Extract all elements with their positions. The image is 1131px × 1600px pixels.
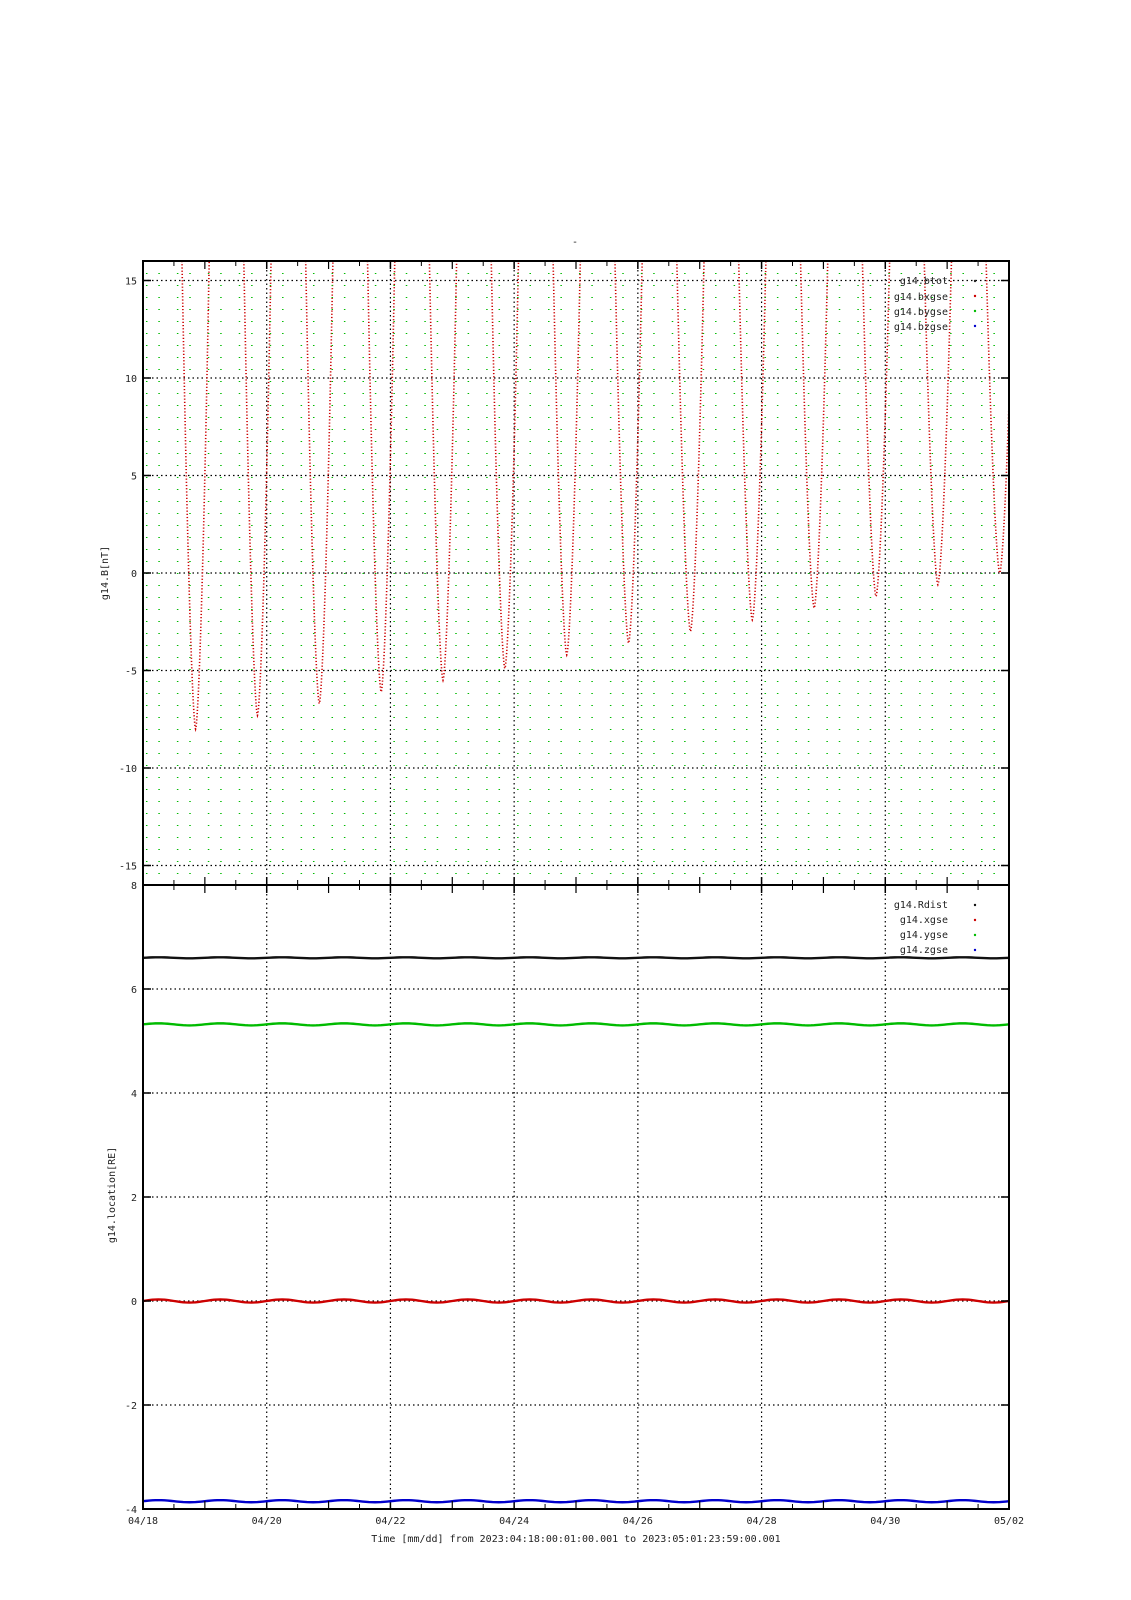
location-series-line	[143, 1299, 1009, 1302]
y-tick-label: 0	[130, 1297, 137, 1308]
y-tick-label: 5	[130, 471, 137, 483]
panel2-ticks	[125, 881, 1009, 1516]
legend-marker	[974, 295, 976, 297]
panel2-data	[143, 957, 1009, 1502]
y-tick-label: -2	[124, 1401, 137, 1412]
legend-item-bxgse: g14.bxgse	[893, 292, 948, 303]
x-tick-label: 04/20	[251, 1516, 282, 1527]
panel1-data	[147, 261, 1014, 885]
x-tick-label: 04/24	[499, 1516, 530, 1527]
legend-marker	[974, 949, 976, 951]
panel1-legend-marks	[974, 280, 976, 327]
x-axis-ticks	[128, 1516, 1024, 1527]
legend-item-btot: g14.btot	[899, 276, 948, 287]
x-tick-label: 04/22	[375, 1516, 406, 1527]
panel1-legend	[894, 276, 976, 333]
location-series-line	[143, 1023, 1009, 1025]
y-tick-label: 6	[130, 985, 137, 996]
bxgse-dip	[801, 261, 828, 608]
legend-marker	[974, 310, 976, 312]
y-tick-label: -10	[118, 764, 137, 775]
x-tick-label: 04/28	[746, 1516, 777, 1527]
bxgse-dip	[553, 261, 580, 655]
panel-location	[107, 881, 1009, 1516]
bxgse-dip	[182, 261, 209, 729]
legend-item-bygse: g14.bygse	[893, 307, 948, 318]
x-tick-label: 04/18	[127, 1516, 159, 1527]
legend-marker	[974, 919, 976, 921]
bxgse-dip	[429, 261, 456, 680]
legend-marker	[974, 280, 976, 282]
x-tick-label: 04/26	[622, 1516, 653, 1527]
legend-item-ygse: g14.ygse	[899, 930, 948, 941]
panel2-legend	[894, 900, 976, 956]
legend-item-xgse: g14.xgse	[899, 915, 948, 926]
panel-magnetic-field	[100, 261, 1013, 885]
legend-item-zgse: g14.zgse	[899, 945, 948, 956]
y-tick-label: 0	[130, 569, 137, 580]
bxgse-dip	[677, 261, 704, 632]
x-tick-label: 05/02	[993, 1516, 1025, 1527]
y-tick-label: 15	[124, 276, 137, 288]
bxgse-dip	[491, 261, 518, 669]
legend-marker	[974, 904, 976, 906]
chart-title: -	[571, 237, 579, 248]
y-tick-label: -15	[118, 861, 137, 873]
panel2-ylabel: g14.location[RE]	[107, 1146, 118, 1244]
panel2-grid	[143, 885, 1009, 1509]
y-tick-label: 10	[124, 374, 137, 385]
y-tick-label: 4	[130, 1089, 137, 1100]
y-tick-label: 2	[130, 1193, 137, 1204]
x-axis-label: Time [mm/dd] from 2023:04:18:00:01:00.001 to 2023:05:01:23:59:00.001	[371, 1534, 781, 1545]
y-tick-label: -5	[124, 666, 137, 678]
panel1-ylabel: g14.B[nT]	[100, 545, 111, 601]
x-tick-label: 04/30	[870, 1516, 901, 1527]
bxgse-dip	[739, 261, 766, 620]
y-tick-label: -4	[124, 1505, 137, 1516]
bxgse-dip	[306, 261, 333, 704]
legend-marker	[974, 325, 976, 327]
location-series-line	[143, 957, 1009, 958]
panel2-legend-marks	[974, 904, 976, 951]
legend-item-rdist: g14.Rdist	[893, 900, 948, 911]
bxgse-dip	[368, 261, 395, 692]
legend-marker	[974, 934, 976, 936]
legend-item-bzgse: g14.bzgse	[893, 322, 948, 333]
y-tick-label: 8	[130, 881, 137, 892]
